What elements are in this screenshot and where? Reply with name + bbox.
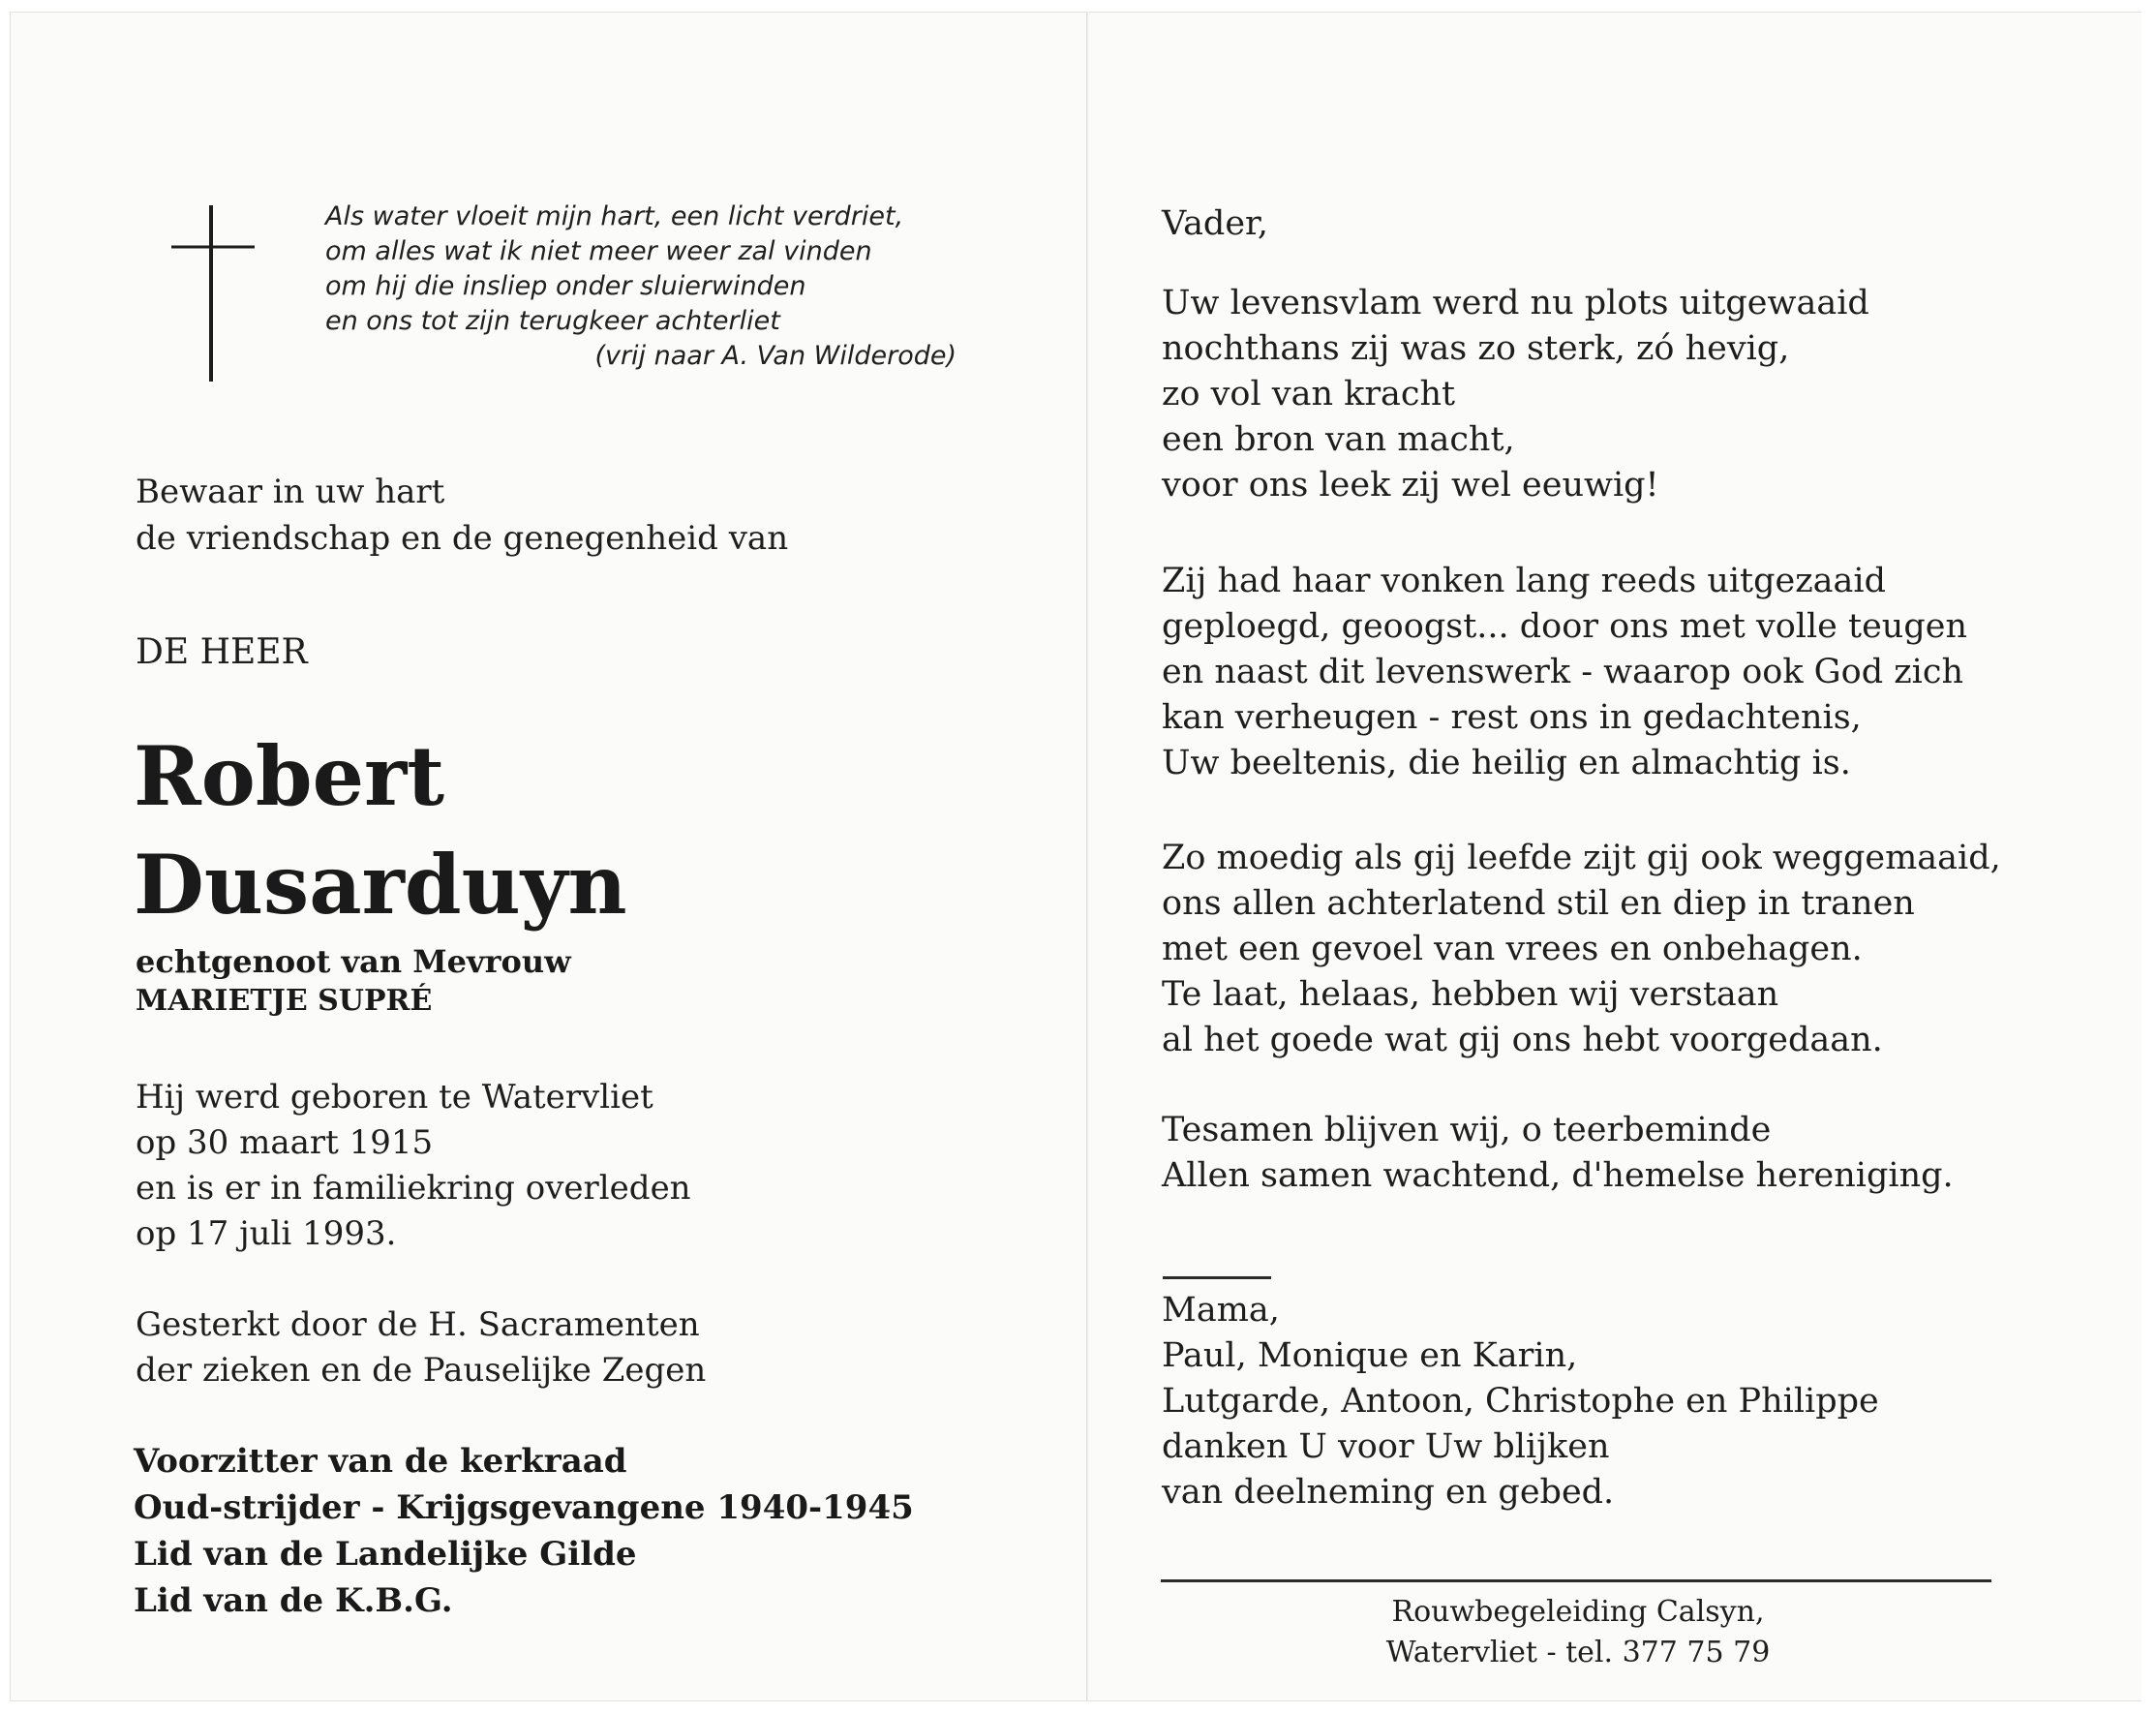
epigraph-line: om alles wat ik niet meer weer zal vinden bbox=[325, 236, 872, 266]
funeral-home-footer bbox=[1297, 1592, 1859, 1673]
birth-death-line: en is er in familiekring overleden bbox=[136, 1169, 691, 1208]
poem-line: Uw beeltenis, die heilig en almachtig is. bbox=[1162, 744, 1851, 782]
honorific-text: DE HEER bbox=[136, 632, 308, 672]
poem-line: met een gevoel van vrees en onbehagen. bbox=[1162, 930, 1863, 968]
thanks-line: van deelneming en gebed. bbox=[1162, 1473, 1615, 1512]
role-item: Voorzitter van de kerkraad bbox=[134, 1442, 627, 1481]
card-fold bbox=[1086, 12, 1088, 1701]
salutation-text: Vader, bbox=[1162, 204, 1269, 243]
intro-line: de vriendschap en de genegenheid van bbox=[136, 519, 789, 558]
poem-line: een bron van macht, bbox=[1162, 420, 1515, 459]
thanks-line: Lutgarde, Antoon, Christophe en Philippe bbox=[1162, 1382, 1879, 1421]
poem-line: zo vol van kracht bbox=[1162, 375, 1456, 413]
poem-line: Tesamen blijven wij, o teerbeminde bbox=[1162, 1111, 1772, 1149]
spouse-name: MARIETJE SUPRÉ bbox=[136, 984, 433, 1018]
intro-text bbox=[136, 469, 1007, 562]
poem-line: voor ons leek zij wel eeuwig! bbox=[1162, 466, 1659, 505]
divider-long bbox=[1161, 1579, 1991, 1582]
scan-margin bbox=[2141, 0, 2156, 1714]
spouse-line: echtgenoot van Mevrouw bbox=[136, 943, 571, 980]
poem-salutation bbox=[1162, 201, 2091, 247]
poem-line: ons allen achterlatend stil en diep in tranen bbox=[1162, 884, 1915, 923]
poem-line: en naast dit levenswerk - waarop ook God zich bbox=[1162, 653, 1964, 691]
poem-line: Uw levensvlam werd nu plots uitgewaaid bbox=[1162, 284, 1869, 322]
birth-death-line: op 17 juli 1993. bbox=[136, 1214, 397, 1253]
thanks-line: Mama, bbox=[1162, 1291, 1280, 1330]
epigraph-source: (vrij naar A. Van Wilderode) bbox=[594, 341, 957, 371]
role-item: Lid van de K.B.G. bbox=[134, 1581, 453, 1620]
birth-death-line: Hij werd geboren te Watervliet bbox=[136, 1078, 653, 1117]
poem-line: Allen samen wachtend, d'hemelse hereniging. bbox=[1162, 1156, 1954, 1195]
role-item: Oud-strijder - Krijgsgevangene 1940-1945 bbox=[134, 1488, 914, 1527]
epigraph-line: om hij die insliep onder sluierwinden bbox=[325, 271, 806, 301]
birth-death-text bbox=[136, 1075, 1007, 1257]
poem-line: al het goede wat gij ons hebt voorgedaan. bbox=[1162, 1021, 1883, 1059]
footer-line: Watervliet - tel. 377 75 79 bbox=[1385, 1636, 1771, 1669]
sacraments-line: der zieken en de Pauselijke Zegen bbox=[136, 1351, 707, 1390]
poem-line: Zo moedig als gij leefde zijt gij ook weggemaaid, bbox=[1162, 839, 2001, 877]
honorific-title bbox=[136, 629, 1007, 676]
poem-stanza-3 bbox=[1162, 836, 2091, 1063]
sacraments-line: Gesterkt door de H. Sacramenten bbox=[136, 1305, 700, 1344]
roles-list bbox=[134, 1438, 1063, 1624]
poem-line: geploegd, geoogst... door ons met volle teugen bbox=[1162, 607, 1968, 646]
deceased-first-name: Robert bbox=[134, 728, 445, 824]
poem-stanza-1 bbox=[1162, 281, 2091, 508]
spouse-info bbox=[136, 941, 1007, 1021]
family-thanks bbox=[1162, 1288, 2091, 1515]
epigraph-line: Als water vloeit mijn hart, een licht verdriet, bbox=[325, 201, 904, 231]
poem-line: kan verheugen - rest ons in gedachtenis, bbox=[1162, 698, 1862, 737]
poem-line: nochthans zij was zo sterk, zó hevig, bbox=[1162, 329, 1790, 368]
thanks-line: Paul, Monique en Karin, bbox=[1162, 1336, 1578, 1375]
role-item: Lid van de Landelijke Gilde bbox=[134, 1535, 637, 1574]
poem-line: Zij had haar vonken lang reeds uitgezaaid bbox=[1162, 562, 1887, 600]
deceased-last-name: Dusarduyn bbox=[134, 837, 627, 933]
poem-line: Te laat, helaas, hebben wij verstaan bbox=[1162, 975, 1779, 1014]
cross-icon bbox=[171, 205, 255, 382]
thanks-line: danken U voor Uw blijken bbox=[1162, 1427, 1610, 1466]
poem-stanza-2 bbox=[1162, 559, 2091, 786]
footer-line: Rouwbegeleiding Calsyn, bbox=[1391, 1595, 1765, 1629]
poem-stanza-4 bbox=[1162, 1108, 2091, 1199]
birth-death-line: op 30 maart 1915 bbox=[136, 1123, 434, 1162]
divider-short bbox=[1163, 1276, 1271, 1279]
sacraments-text bbox=[136, 1302, 1007, 1393]
epigraph-line: en ons tot zijn terugkeer achterliet bbox=[325, 306, 780, 336]
intro-line: Bewaar in uw hart bbox=[136, 473, 445, 511]
epigraph bbox=[325, 199, 1003, 374]
